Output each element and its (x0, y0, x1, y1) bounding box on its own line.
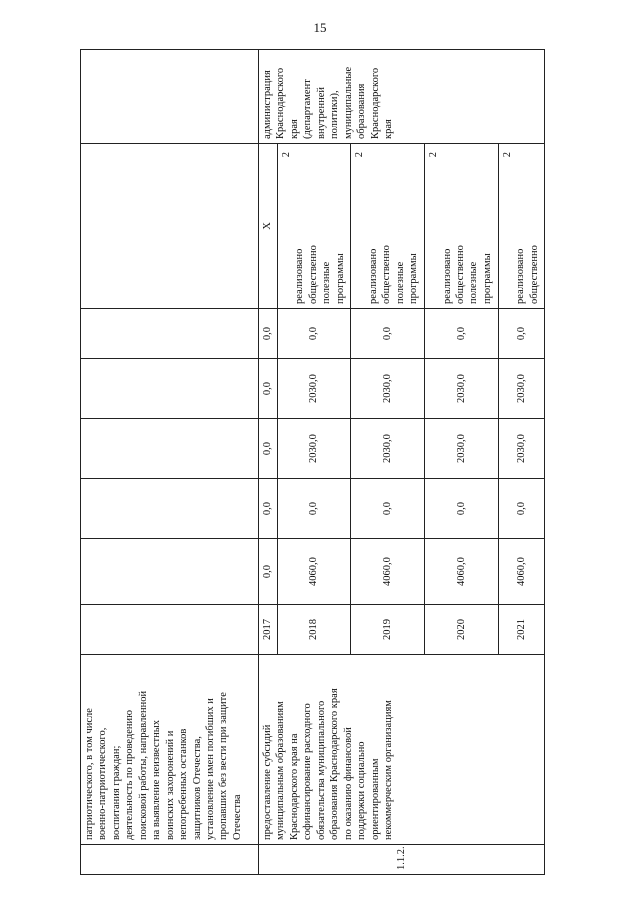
cell-local: 2030,0 (351, 359, 425, 419)
cell-year: 2020 (425, 605, 499, 655)
cell-federal-a (81, 479, 259, 539)
cell-local-a (81, 359, 259, 419)
cell-result: X (259, 144, 278, 309)
cell-regional-a (81, 419, 259, 479)
cell-result-a (81, 144, 259, 309)
cell-other: 0,0 (351, 309, 425, 359)
cell-regional: 0,0 (259, 419, 278, 479)
cell-year: 2019 (351, 605, 425, 655)
cell-federal: 0,0 (498, 479, 544, 539)
cell-total: 0,0 (259, 539, 278, 605)
cell-year: 2017 (259, 605, 278, 655)
table-row-block-b-2017 (259, 50, 278, 875)
cell-total: 4060,0 (277, 539, 351, 605)
cell-responsible-b: администрация Краснодарского края (департамент внутренней политики), муниципальные образования Краснодарского края (259, 50, 545, 144)
cell-other-a (81, 309, 259, 359)
cell-result: 2 реализовано общественно полезные программы (277, 144, 351, 309)
cell-other: 0,0 (259, 309, 278, 359)
rotated-table-container (80, 50, 545, 875)
cell-local: 2030,0 (277, 359, 351, 419)
cell-other: 0,0 (425, 309, 499, 359)
cell-regional: 2030,0 (498, 419, 544, 479)
cell-description-b: предоставление субсидий муниципальным образованиям Краснодарского края на софинансирование расходного обязательства муниципального образования Краснодарского края по оказанию финансовой поддержки социально ориентированным некоммерческим организациям (259, 655, 545, 845)
cell-description-a: патриотического, в том числе военно-патриотического, воспитания граждан; деятельность по проведению поисковой работы, направленной на выявление неизвестных воинских захоронений и непогребенных останков защитников Отечества, установление имен погибших и пропавших без вести при защите Отечества (81, 655, 259, 845)
cell-result: 2 реализовано общественно полезные программы (351, 144, 425, 309)
cell-year: 2018 (277, 605, 351, 655)
cell-regional: 2030,0 (425, 419, 499, 479)
cell-total: 4060,0 (351, 539, 425, 605)
cell-result: 2 реализовано общественно (498, 144, 544, 309)
cell-total: 4060,0 (498, 539, 544, 605)
program-measures-table (80, 49, 545, 875)
cell-total: 4060,0 (425, 539, 499, 605)
cell-federal: 0,0 (277, 479, 351, 539)
cell-regional: 2030,0 (277, 419, 351, 479)
cell-federal: 0,0 (351, 479, 425, 539)
cell-number-a (81, 845, 259, 875)
cell-year: 2021 (498, 605, 544, 655)
cell-other: 0,0 (277, 309, 351, 359)
cell-responsible-a (81, 50, 259, 144)
table-row-block-a (81, 50, 259, 875)
cell-federal: 0,0 (259, 479, 278, 539)
cell-local: 0,0 (259, 359, 278, 419)
cell-other: 0,0 (498, 309, 544, 359)
cell-federal: 0,0 (425, 479, 499, 539)
cell-year-a (81, 605, 259, 655)
cell-number-b: 1.1.2. (259, 845, 545, 875)
cell-total-a (81, 539, 259, 605)
cell-regional: 2030,0 (351, 419, 425, 479)
page-number: 15 (313, 20, 327, 35)
cell-local: 2030,0 (498, 359, 544, 419)
cell-result: 2 реализовано общественно полезные программы (425, 144, 499, 309)
cell-local: 2030,0 (425, 359, 499, 419)
